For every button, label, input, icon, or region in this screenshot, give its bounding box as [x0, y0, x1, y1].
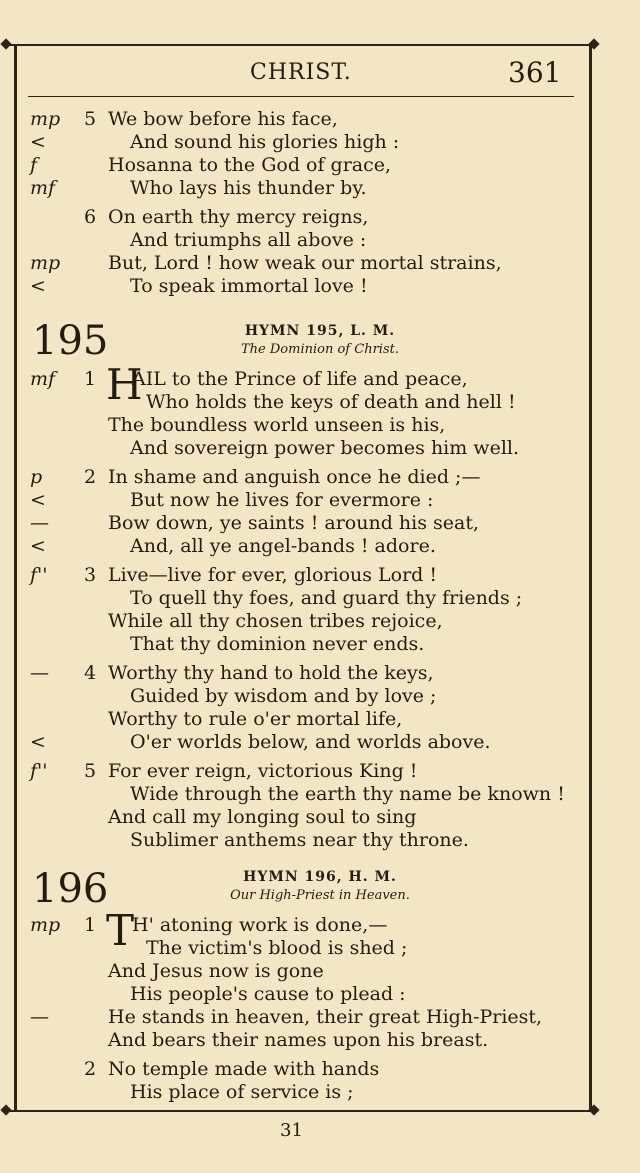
verse-line	[0, 489, 640, 513]
stanza-number: 1	[84, 914, 97, 936]
verse-text: For ever reign, victorious King !	[108, 760, 418, 782]
verse-line	[0, 535, 640, 559]
hymn-heading: HYMN 196, H. M.	[243, 869, 397, 885]
verse-line	[0, 1081, 640, 1105]
verse-line	[0, 587, 640, 611]
corner-ornament	[0, 38, 11, 49]
verse-text: Worthy to rule o'er mortal life,	[108, 708, 403, 730]
verse-line	[0, 414, 640, 438]
verse-line	[0, 391, 640, 415]
verse-text: Sublimer anthems near thy throne.	[130, 829, 469, 851]
verse-line	[0, 1058, 640, 1082]
dynamic-mark: <	[30, 275, 46, 297]
verse-text: Guided by wisdom and by love ;	[130, 685, 437, 707]
dynamic-mark: mp	[30, 252, 61, 274]
verse-line	[0, 131, 640, 155]
page-title: CHRIST.	[250, 60, 352, 85]
dynamic-mark: p	[30, 466, 43, 488]
dynamic-mark: mf	[30, 368, 56, 390]
dynamic-mark: f''	[30, 564, 48, 586]
verse-line	[0, 275, 640, 299]
page-number: 361	[508, 56, 562, 89]
dynamic-mark: —	[30, 662, 49, 684]
signature-mark: 31	[280, 1120, 303, 1141]
verse-text: On earth thy mercy reigns,	[108, 206, 369, 228]
hymn-subtitle: Our High-Priest in Heaven.	[230, 888, 410, 903]
verse-line	[0, 960, 640, 984]
verse-line	[0, 564, 640, 588]
verse-text: And, all ye angel-bands ! adore.	[130, 535, 436, 557]
verse-text: Who holds the keys of death and hell !	[146, 391, 516, 413]
dynamic-mark: —	[30, 512, 49, 534]
verse-text: The victim's blood is shed ;	[146, 937, 408, 959]
verse-text: Hosanna to the God of grace,	[108, 154, 392, 176]
verse-line	[0, 708, 640, 732]
drop-cap: H	[106, 360, 143, 409]
verse-line	[0, 177, 640, 201]
bottom-border-rule	[6, 1110, 594, 1112]
dynamic-mark: f''	[30, 760, 48, 782]
verse-text: AIL to the Prince of life and peace,	[132, 368, 468, 390]
dynamic-mark: mp	[30, 914, 61, 936]
verse-text: No temple made with hands	[108, 1058, 380, 1080]
verse-line	[0, 983, 640, 1007]
hymn-heading: HYMN 195, L. M.	[244, 323, 396, 339]
drop-cap: T	[106, 906, 135, 955]
verse-line	[0, 937, 640, 961]
dynamic-mark: f	[30, 154, 38, 176]
header-rule	[28, 96, 574, 97]
hymn-subtitle: The Dominion of Christ.	[241, 342, 399, 357]
stanza-number: 1	[84, 368, 97, 390]
stanza-number: 6	[84, 206, 97, 228]
stanza-number: 2	[84, 466, 97, 488]
verse-line	[0, 760, 640, 784]
verse-text: To quell thy foes, and guard thy friends ;	[130, 587, 523, 609]
verse-text: While all thy chosen tribes rejoice,	[108, 610, 443, 632]
verse-line	[0, 229, 640, 253]
verse-text: But now he lives for evermore :	[130, 489, 434, 511]
verse-text: And triumphs all above :	[130, 229, 367, 251]
verse-line	[0, 154, 640, 178]
verse-line	[0, 633, 640, 657]
verse-text: Wide through the earth thy name be known !	[130, 783, 565, 805]
verse-line	[0, 610, 640, 634]
verse-text: And bears their names upon his breast.	[108, 1029, 489, 1051]
verse-line	[0, 685, 640, 709]
verse-text: And sound his glories high :	[130, 131, 400, 153]
verse-text: But, Lord ! how weak our mortal strains,	[108, 252, 502, 274]
verse-line	[0, 829, 640, 853]
dynamic-mark: <	[30, 131, 46, 153]
verse-text: Live—live for ever, glorious Lord !	[108, 564, 438, 586]
verse-text: That thy dominion never ends.	[130, 633, 425, 655]
verse-text: H' atoning work is done,—	[132, 914, 388, 936]
verse-text: To speak immortal love !	[130, 275, 368, 297]
dynamic-mark: —	[30, 1006, 49, 1028]
verse-text: And Jesus now is gone	[108, 960, 324, 982]
dynamic-mark: <	[30, 489, 46, 511]
verse-line	[0, 662, 640, 686]
dynamic-mark: <	[30, 731, 46, 753]
hymn-number: 196	[32, 866, 109, 912]
verse-line	[0, 1006, 640, 1030]
hymn-number: 195	[32, 318, 109, 364]
verse-text: He stands in heaven, their great High-Priest,	[108, 1006, 543, 1028]
running-header	[0, 58, 640, 92]
stanza-number: 5	[84, 108, 97, 130]
verse-line	[0, 731, 640, 755]
verse-text: His place of service is ;	[130, 1081, 354, 1103]
corner-ornament	[0, 1104, 11, 1115]
verse-line	[0, 806, 640, 830]
verse-line	[0, 783, 640, 807]
stanza-number: 3	[84, 564, 97, 586]
verse-text: And sovereign power becomes him well.	[130, 437, 520, 459]
verse-line	[0, 206, 640, 230]
verse-text: O'er worlds below, and worlds above.	[130, 731, 491, 753]
verse-line	[0, 466, 640, 490]
stanza-number: 4	[84, 662, 97, 684]
verse-line	[0, 512, 640, 536]
verse-line	[0, 108, 640, 132]
verse-text: Worthy thy hand to hold the keys,	[108, 662, 434, 684]
verse-line	[0, 1029, 640, 1053]
verse-line	[0, 252, 640, 276]
verse-text: And call my longing soul to sing	[108, 806, 417, 828]
dynamic-mark: mf	[30, 177, 56, 199]
verse-line	[0, 437, 640, 461]
verse-text: The boundless world unseen is his,	[108, 414, 446, 436]
dynamic-mark: mp	[30, 108, 61, 130]
stanza-number: 5	[84, 760, 97, 782]
verse-text: Who lays his thunder by.	[130, 177, 367, 199]
verse-text: In shame and anguish once he died ;—	[108, 466, 481, 488]
dynamic-mark: <	[30, 535, 46, 557]
stanza-number: 2	[84, 1058, 97, 1080]
verse-text: We bow before his face,	[108, 108, 338, 130]
verse-text: His people's cause to plead :	[130, 983, 406, 1005]
verse-text: Bow down, ye saints ! around his seat,	[108, 512, 480, 534]
